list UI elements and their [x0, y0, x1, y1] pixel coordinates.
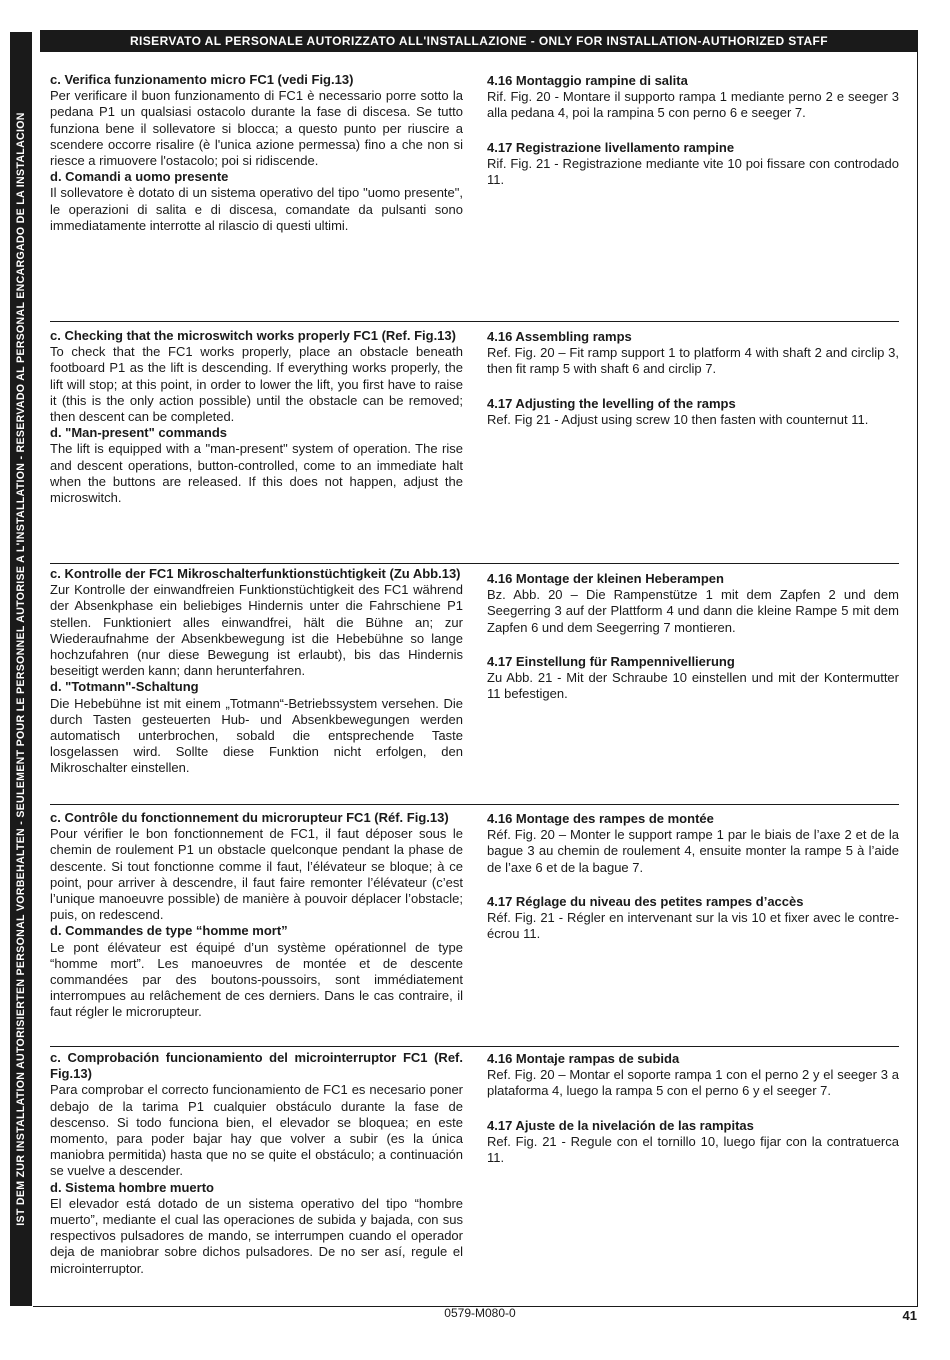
paragraph: Per verificare il buon funzionamento di FC1 è necessario porre sotto la pedana P1 un qualsiasi ostacolo durante la fase di discesa. Se tutto funziona bene il sollevatore si blocca; a questo punto per riuscire a scendere occorre risalire (è l'unica azione permessa) fino a che non si riesce a rimuovere l'ostacolo; poi si ridiscende. [50, 88, 463, 169]
paragraph: Réf. Fig. 20 – Monter le support rampe 1 par le biais de l’axe 2 et de la bague 3 au chemin de roulement 4, ensuite monter la rampe 5 à l’aide de l’axe 6 et de la bague 7. [487, 827, 899, 875]
paragraph: Bz. Abb. 20 – Die Rampenstütze 1 mit dem Zapfen 2 und dem Seegerring 3 auf der Plattform 4 und dann die kleine Rampe 5 mit dem Zapfen 6 und dem Seegerring 7 montieren. [487, 587, 899, 635]
paragraph: Zur Kontrolle der einwandfreien Funktionstüchtigkeit des FC1 während der Absenkphase ein beliebiges Hindernis unter die Fahrschiene P1 stellen. Funktioniert alles einwandfrei, hält die Bühne an; zur Wiederaufnahme der Absenkbewegung ist die Hebebühne so lange hochzufahren (nur diese Bewegung ist erlaubt), bis das Hindernis beseitigt werden kann; dann herunterfahren. [50, 582, 463, 679]
page-number: 41 [902, 1308, 917, 1323]
section-heading: 4.16 Montaggio rampine di salita [487, 73, 688, 88]
section-heading: d. "Man-present" commands [50, 425, 228, 441]
paragraph: El elevador está dotado de un sistema operativo del tipo “hombre muerto”, mediante el cual las operaciones de subida y bajada, con sus respectivos pulsadores de mando, se interrumpen cuando el operador deja de maniobrar sobre dichos pulsadores. De no ser así, regule el microinterruptor. [50, 1195, 463, 1276]
spanish-right-column [487, 1051, 899, 1166]
restricted-staff-header: RISERVATO AL PERSONALE AUTORIZZATO ALL'INSTALLAZIONE - ONLY FOR INSTALLATION-AUTHORIZED STAFF [40, 30, 918, 52]
paragraph: Zu Abb. 21 - Mit der Schraube 10 einstellen und mit der Kontermutter 11 befestigen. [487, 670, 899, 702]
section-heading: 4.17 Registrazione livellamento rampine [487, 139, 735, 155]
paragraph: Rif. Fig. 20 - Montare il supporto rampa 1 mediante perno 2 e seeger 3 alla pedana 4, poi la rampina 5 con perno 6 e seeger 7. [487, 89, 899, 121]
french-left-column [50, 810, 463, 1021]
paragraph: Il sollevatore è dotato di un sistema operativo del tipo "uomo presente", le operazioni di salita e di discesa, comandate da pulsanti sono immediatamente interrotte al rilascio di questi ultimi. [50, 185, 463, 233]
french-right-column [487, 811, 899, 942]
paragraph: The lift is equipped with a "man-present" system of operation. The rise and descent operations, button-controlled, come to an immediate halt when the buttons are released. If this does not happen, adjust the microswitch. [50, 441, 463, 506]
vertical-sidebar-band [10, 32, 32, 1306]
section-divider [50, 1046, 899, 1047]
section-divider [50, 563, 899, 564]
section-heading: c. Kontrolle der FC1 Mikroschalterfunktionstüchtigkeit (Zu Abb.13) [50, 566, 461, 581]
section-divider [50, 321, 899, 322]
document-code: 0579-M080-0 [444, 1306, 516, 1320]
section-heading: d. Commandes de type “homme mort” [50, 923, 288, 939]
section-heading: d. Sistema hombre muerto [50, 1179, 214, 1195]
german-right-column [487, 571, 899, 702]
section-heading: 4.17 Einstellung für Rampennivellierung [487, 653, 735, 669]
paragraph: Ref. Fig. 20 – Fit ramp support 1 to platform 4 with shaft 2 and circlip 3, then fit ramp 5 with shaft 6 and circlip 7. [487, 345, 899, 377]
paragraph: To check that the FC1 works properly, place an obstacle beneath footboard P1 as the lift is descending. If everything works properly, the lift will stop; at this point, in order to lower the lift, you first have to raise it (this is the only action possible) until the obstacle can be removed; then descent can be completed. [50, 344, 463, 425]
paragraph: Le pont élévateur est équipé d’un système opérationnel de type “homme mort”. Les manoeuvres de montée et de descente commandées par des boutons-poussoirs, sont immédiatement interrompues au relâchement de ces derniers. Dans le cas contraire, il faut régler le microrupteur. [50, 939, 463, 1020]
section-heading: d. "Totmann"-Schaltung [50, 679, 199, 695]
paragraph: Ref. Fig. 21 - Regule con el tornillo 10, luego fijar con la contratuerca 11. [487, 1133, 899, 1166]
italian-left-column [50, 72, 463, 234]
section-heading: 4.16 Montaje rampas de subida [487, 1051, 680, 1066]
paragraph: Rif. Fig. 21 - Registrazione mediante vite 10 poi fissare con controdado 11. [487, 155, 899, 188]
section-heading: c. Contrôle du fonctionnement du microrupteur FC1 (Réf. Fig.13) [50, 810, 449, 825]
paragraph: Ref. Fig. 20 – Montar el soporte rampa 1 con el perno 2 y el seeger 3 a plataforma 4, luego la rampa 5 con el perno 6 y el seeger 7. [487, 1067, 899, 1099]
section-heading: 4.17 Ajuste de la nivelación de las rampitas [487, 1117, 754, 1133]
section-heading: c. Verifica funzionamento micro FC1 (vedi Fig.13) [50, 72, 354, 87]
section-heading: 4.17 Réglage du niveau des petites rampes d’accès [487, 893, 804, 909]
section-heading: 4.16 Montage des rampes de montée [487, 811, 714, 826]
paragraph: Die Hebebühne ist mit einem „Totmann“-Betriebssystem versehen. Die durch Tasten gesteuerten Hub- und Absenkbewegungen werden automatisch unterbrochen, sobald die entsprechende Taste losgelassen wird. Sollte diese Funktion nicht erfolgen, den Mikroschalter einstellen. [50, 695, 463, 776]
section-heading: d. Comandi a uomo presente [50, 169, 229, 185]
english-right-column [487, 329, 899, 428]
section-heading: 4.16 Montage der kleinen Heberampen [487, 571, 724, 586]
paragraph: Para comprobar el correcto funcionamiento de FC1 es necesario poner debajo de la tarima P1 cualquier obstáculo durante la fase de descenso. Si todo funciona bien, el elevador se bloquea; en este momento, para poder bajar hay que volver a subir (es la única maniobra permitida) hasta que no se quite el obstáculo; a continuación se vuelve a descender. [50, 1082, 463, 1179]
paragraph: Réf. Fig. 21 - Régler en intervenant sur la vis 10 et fixer avec le contre-écrou 11. [487, 910, 899, 942]
section-heading: c. Comprobación funcionamiento del microinterruptor FC1 (Ref. Fig.13) [50, 1050, 463, 1082]
german-left-column [50, 566, 463, 777]
spanish-left-column [50, 1050, 463, 1277]
vertical-restricted-notice: IST DEM ZUR INSTALLATION AUTORISIERTEN PERSONAL VORBEHALTEN - SEULEMENT POUR LE PERSONNEL AUTORISE A L'INSTALLATION - RESERVADO AL PERSONAL ENCARGADO DE LA INSTALACION [15, 112, 27, 1226]
section-divider [50, 804, 899, 805]
paragraph: Ref. Fig 21 - Adjust using screw 10 then fasten with counternut 11. [487, 411, 869, 427]
section-heading: c. Checking that the microswitch works properly FC1 (Ref. Fig.13) [50, 328, 456, 343]
paragraph: Pour vérifier le bon fonctionnement de FC1, il faut déposer sous le chemin de roulement P1 un obstacle quelconque pendant la phase de descente. Si tout fonctionne comme il faut, l’élévateur se bloque; à ce point, pour arriver à descendre, il faut faire remonter l’élévateur (c’est l’unique manoeuvre possible) de manière à pouvoir déplacer l’obstacle; puis, on redescend. [50, 826, 463, 923]
english-left-column [50, 328, 463, 506]
section-heading: 4.16 Assembling ramps [487, 329, 632, 344]
italian-right-column [487, 73, 899, 188]
section-heading: 4.17 Adjusting the levelling of the ramps [487, 395, 736, 411]
